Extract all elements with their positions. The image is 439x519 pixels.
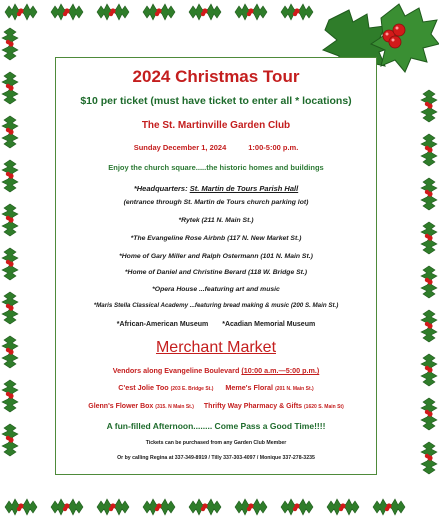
holly-leaf-icon xyxy=(0,335,20,369)
shop-item: Meme's Floral (201 N. Main St.) xyxy=(225,383,314,392)
shop-item: C'est Jolie Too (203 E. Bridge St.) xyxy=(118,383,214,392)
event-date: Sunday December 1, 2024 xyxy=(133,143,227,152)
location-item: *The Evangeline Rose Airbnb (117 N. New Market St.) xyxy=(130,235,302,242)
shops-row xyxy=(56,403,376,410)
enjoy-line: Enjoy the church square.....the historic homes and buildings xyxy=(108,163,324,172)
holly-leaf-icon xyxy=(0,27,20,61)
holly-leaf-icon xyxy=(234,497,268,517)
location-item: *Home of Gary Miller and Ralph Ostermann (101 N. Main St.) xyxy=(119,253,313,260)
shop-item: Glenn's Flower Box (315. N Main St.) xyxy=(88,403,194,410)
holly-leaf-icon xyxy=(0,115,20,149)
headquarters-line xyxy=(56,185,376,193)
page-title: 2024 Christmas Tour xyxy=(132,67,300,86)
headquarters-name: St. Martin de Tours Parish Hall xyxy=(189,184,299,193)
holly-leaf-icon xyxy=(419,265,439,299)
holly-leaf-icon xyxy=(50,2,84,22)
holly-leaf-icon xyxy=(0,379,20,413)
vendors-prefix: Vendors along Evangeline Boulevard xyxy=(112,366,240,375)
holly-leaf-icon xyxy=(188,497,222,517)
holly-leaf-icon xyxy=(419,309,439,343)
holly-leaf-icon xyxy=(142,497,176,517)
holly-leaf-icon xyxy=(50,497,84,517)
entrance-note: (entrance through St. Martin de Tours church parking lot) xyxy=(123,199,309,206)
holly-leaf-icon xyxy=(142,2,176,22)
market-heading: Merchant Market xyxy=(155,339,277,356)
tickets-note: Tickets can be purchased from any Garden Club Member xyxy=(145,440,287,446)
location-item: *Home of Daniel and Christine Berard (118 W. Bridge St.) xyxy=(124,269,308,276)
holly-leaf-icon xyxy=(326,497,360,517)
holly-leaf-icon xyxy=(0,203,20,237)
holly-leaf-icon xyxy=(96,2,130,22)
holly-leaf-icon xyxy=(0,247,20,281)
holly-leaf-icon xyxy=(0,71,20,105)
holly-leaf-icon xyxy=(419,133,439,167)
holly-leaf-icon xyxy=(419,221,439,255)
vendors-time: (10:00 a.m.—5:00 p.m.) xyxy=(241,366,320,375)
museum-item: *African-American Museum xyxy=(116,321,209,328)
holly-leaf-icon xyxy=(419,177,439,211)
holly-leaf-icon xyxy=(0,159,20,193)
calling-note: Or by calling Regina at 337-349-8919 / Tilly 337-303-4097 / Monique 337-278-3235 xyxy=(117,455,315,461)
holly-leaf-icon xyxy=(188,2,222,22)
holly-leaf-icon xyxy=(4,2,38,22)
shops-row xyxy=(56,384,376,392)
holly-leaf-icon xyxy=(280,497,314,517)
date-time-row xyxy=(56,144,376,152)
holly-leaf-icon xyxy=(234,2,268,22)
event-time: 1:00-5:00 p.m. xyxy=(248,143,299,152)
holly-leaf-icon xyxy=(419,353,439,387)
holly-leaf-icon xyxy=(0,423,20,457)
flyer xyxy=(55,57,377,475)
vendors-line xyxy=(56,367,376,374)
location-item: *Maris Stella Classical Academy ...featuring bread making & music (200 S. Main St.) xyxy=(93,302,339,309)
holly-leaf-icon xyxy=(96,497,130,517)
ticket-price: $10 per ticket (must have ticket to enter all * locations) xyxy=(80,95,352,107)
museum-item: *Acadian Memorial Museum xyxy=(222,321,316,328)
holly-leaf-icon xyxy=(280,2,314,22)
holly-leaf-icon xyxy=(372,497,406,517)
holly-leaf-icon xyxy=(419,397,439,431)
shop-item: Thrifty Way Pharmacy & Gifts (1620 S. Main St) xyxy=(203,403,344,410)
headquarters-label: *Headquarters: xyxy=(133,184,188,193)
location-item: *Opera House ...featuring art and music xyxy=(152,286,280,293)
holly-leaf-icon xyxy=(0,291,20,325)
holly-leaf-icon xyxy=(419,441,439,475)
holly-leaf-icon xyxy=(4,497,38,517)
location-item: *Rytek (211 N. Main St.) xyxy=(178,217,254,224)
funfilled-line: A fun-filled Afternoon........ Come Pass a Good Time!!!! xyxy=(106,421,326,431)
club-name: The St. Martinville Garden Club xyxy=(141,120,291,131)
museums-row xyxy=(56,321,376,328)
